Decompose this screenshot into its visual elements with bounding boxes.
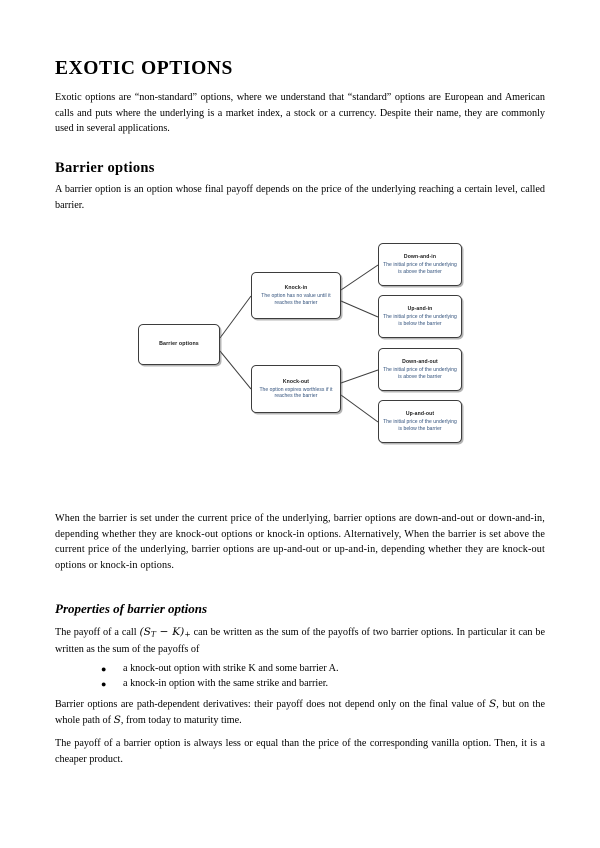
diagram-node-knock-in[interactable] (251, 272, 341, 319)
node-title: Barrier options (159, 341, 199, 348)
page-title: EXOTIC OPTIONS (55, 58, 233, 79)
list-item-label: a knock-in option with the same strike and barrier. (123, 677, 329, 689)
payoff-text-after: can be written as the sum of the payoffs of two barrier options. In particular it can be written as the sum of the payoffs of (55, 627, 545, 656)
diagram-node-down-and-in[interactable] (378, 243, 462, 286)
diagram-node-down-and-out[interactable] (378, 348, 462, 391)
barrier-options-diagram (130, 238, 475, 448)
node-title: Up-and-in (407, 306, 433, 313)
barrier-direction-paragraph: When the barrier is set under the current price of the underlying, barrier options are down-and-out or down-and-in, depending whether they are knock-out options or knock-in options. Alternatively, When the barrier is set above the current price of the underlying, barrier options are up-and-out or up-and-in, depending whether they are knock-out options or knock-in options. (55, 513, 545, 571)
node-title: Down-and-out (402, 359, 438, 366)
barrier-options-paragraph: A barrier option is an option whose final payoff depends on the price of the underlying reaching a certain level, called barrier. (55, 184, 545, 211)
underlying-variable-2: S (113, 713, 121, 726)
node-description: The initial price of the underlying is below the barrier (383, 314, 457, 327)
node-description: The initial price of the underlying is above the barrier (383, 262, 457, 275)
connector-knock-out-to-down-and-out (341, 370, 378, 383)
node-description: The option expires worthless if it reaches the barrier (259, 386, 333, 399)
payoff-decomposition-paragraph (55, 625, 545, 658)
connector-knock-out-to-up-and-out (341, 395, 378, 422)
path-dependent-paragraph (55, 697, 545, 728)
connector-root-to-knock-out (220, 351, 251, 389)
list-item-label: a knock-out option with strike K and some barrier A. (123, 663, 339, 674)
section-heading-barrier-options: Barrier options (55, 160, 155, 176)
connector-knock-in-to-up-and-in (341, 301, 378, 317)
payoff-components-list (55, 662, 339, 691)
path-text-before: Barrier options are path-dependent derivatives: their payoff does not depend only on the final value of (55, 699, 489, 710)
diagram-node-up-and-out[interactable] (378, 400, 462, 443)
underlying-variable-1: S (489, 698, 497, 710)
node-title: Knock-out (282, 378, 310, 385)
node-title: Down-and-in (403, 254, 437, 261)
list-item (101, 677, 339, 692)
payoff-text-before: The payoff of a call (55, 627, 140, 638)
cheaper-product-paragraph: The payoff of a barrier option is always less or equal than the price of the corresponding vanilla option. Then, it is a cheaper product. (55, 738, 545, 765)
connector-knock-in-to-down-and-in (341, 265, 378, 290)
diagram-node-barrier-options[interactable] (138, 324, 220, 365)
node-title: Knock-in (284, 285, 308, 292)
list-item (101, 662, 339, 677)
bullet-icon: ● (101, 664, 107, 674)
diagram-node-knock-out[interactable] (251, 365, 341, 413)
node-description: The option has no value until it reaches the barrier (261, 293, 331, 306)
path-text-after: , from today to maturity time. (120, 714, 242, 726)
bullet-icon: ● (101, 678, 107, 689)
diagram-node-up-and-in[interactable] (378, 295, 462, 338)
payoff-formula: $(S_T - K)+$ (139, 626, 191, 639)
node-title: Up-and-out (405, 411, 435, 418)
intro-paragraph: Exotic options are “non-standard” options, where we understand that “standard” options are European and American calls and puts where the underlying is a market index, a stock or a currency. Despite their name, they are commonly used in several applications. (55, 92, 545, 135)
path-text-mid: , but on the whole path of (55, 699, 546, 726)
node-description: The initial price of the underlying is below the barrier (383, 419, 457, 432)
node-description: The initial price of the underlying is above the barrier (383, 367, 457, 380)
connector-root-to-knock-in (220, 296, 251, 338)
subsection-heading-properties: Properties of barrier options (55, 601, 208, 616)
